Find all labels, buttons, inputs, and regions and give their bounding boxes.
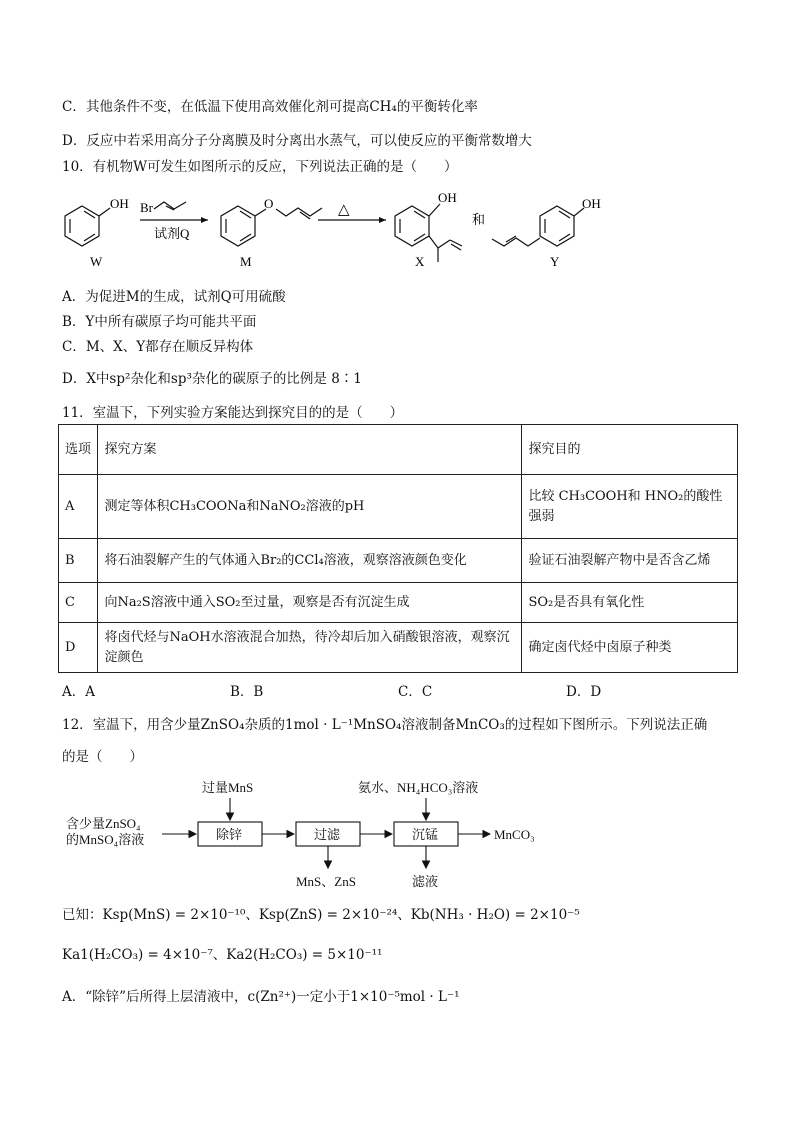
heat-symbol: △ (338, 202, 350, 218)
row-option: D (59, 623, 98, 673)
feed-line1: 含少量ZnSO₄ (66, 816, 141, 831)
x-oh-label: OH (438, 190, 457, 205)
row-goal: 验证石油裂解产物中是否含乙烯 (522, 539, 738, 583)
header-goal: 探究目的 (522, 425, 738, 475)
q11-answer-c: C．C (398, 684, 433, 700)
q10-stem: 10．有机物W可发生如图所示的反应，下列说法正确的是（ ） (62, 159, 458, 175)
and-label: 和 (472, 212, 486, 227)
q11-answer-b: B．B (230, 684, 264, 700)
table-row (59, 475, 738, 539)
q11-table (58, 424, 738, 673)
q10-reaction-diagram (60, 184, 620, 274)
q12-flow-diagram (62, 776, 562, 894)
q12-option-a: A．“除锌”后所得上层清液中，c(Zn²⁺)一定小于1×10⁻⁵mol · L⁻¹ (62, 989, 460, 1005)
q11-answer-a: A．A (62, 684, 95, 700)
m-structure (221, 206, 322, 246)
row-option: B (59, 539, 98, 583)
q9-option-d: D．反应中若采用高分子分离膜及时分离出水蒸气，可以使反应的平衡常数增大 (62, 133, 532, 149)
header-plan: 探究方案 (98, 425, 522, 475)
add-ammonia-label: 氨水、NH₄HCO₃溶液 (358, 780, 479, 795)
reagent-q-label: 试剂Q (154, 226, 190, 241)
x-label: X (415, 254, 425, 269)
y-structure (492, 206, 584, 246)
y-label: Y (550, 254, 560, 269)
q12-known-line1: 已知：Ksp(MnS) = 2×10⁻¹⁰、Ksp(ZnS) = 2×10⁻²⁴、Kb(NH₃ · H₂O) = 2×10⁻⁵ (62, 907, 580, 923)
br-label: Br (140, 200, 153, 215)
add-mns-label: 过量MnS (202, 780, 254, 795)
w-label: W (90, 254, 103, 269)
row-plan: 向Na₂S溶液中通入SO₂至过量，观察是否有沉淀生成 (98, 583, 522, 623)
step-remove-zinc: 除锌 (216, 827, 243, 842)
q10-option-d: D．X中sp²杂化和sp³杂化的碳原子的比例是 8∶1 (62, 371, 362, 387)
row-goal: SO₂是否具有氧化性 (522, 583, 738, 623)
m-label: M (240, 254, 252, 269)
q12-stem-line2: 的是（ ） (62, 749, 143, 765)
filtrate-label: 滤液 (412, 874, 439, 889)
header-option: 选项 (59, 425, 98, 475)
w-structure (65, 206, 110, 246)
svg-text:O: O (264, 196, 274, 211)
x-structure (395, 204, 462, 262)
table-row (59, 583, 738, 623)
q11-stem: 11．室温下，下列实验方案能达到探究目的的是（ ） (62, 405, 404, 421)
q11-answer-d: D．D (566, 684, 602, 700)
row-goal: 比较 CH₃COOH和 HNO₂的酸性强弱 (522, 475, 738, 539)
step-filter: 过滤 (314, 827, 341, 842)
step-precipitate-mn: 沉锰 (412, 827, 439, 842)
row-plan: 将卤代烃与NaOH水溶液混合加热，待冷却后加入硝酸银溶液，观察沉淀颜色 (98, 623, 522, 673)
row-option: A (59, 475, 98, 539)
table-row (59, 623, 738, 673)
table-header-row (59, 425, 738, 475)
row-option: C (59, 583, 98, 623)
q10-option-a: A．为促进M的生成，试剂Q可用硫酸 (62, 289, 286, 305)
q10-option-c: C．M、X、Y都存在顺反异构体 (62, 339, 254, 355)
row-goal: 确定卤代烃中卤原子种类 (522, 623, 738, 673)
q9-option-c: C．其他条件不变，在低温下使用高效催化剂可提高CH₄的平衡转化率 (62, 99, 478, 115)
q10-option-b: B．Y中所有碳原子均可能共平面 (62, 314, 257, 330)
row-plan: 测定等体积CH₃COONa和NaNO₂溶液的pH (98, 475, 522, 539)
table-row (59, 539, 738, 583)
row-plan: 将石油裂解产生的气体通入Br₂的CCl₄溶液，观察溶液颜色变化 (98, 539, 522, 583)
product-label: MnCO₃ (494, 827, 535, 842)
q12-known-line2: Ka1(H₂CO₃) = 4×10⁻⁷、Ka2(H₂CO₃) = 5×10⁻¹¹ (62, 947, 383, 963)
q12-stem-line1: 12．室温下，用含少量ZnSO₄杂质的1mol · L⁻¹MnSO₄溶液制备MnCO₃的过程如下图所示。下列说法正确 (62, 717, 708, 733)
filter-residue: MnS、ZnS (296, 874, 356, 889)
feed-line2: 的MnSO₄溶液 (66, 832, 145, 847)
y-oh-label: OH (582, 196, 601, 211)
w-oh-label: OH (110, 196, 129, 211)
